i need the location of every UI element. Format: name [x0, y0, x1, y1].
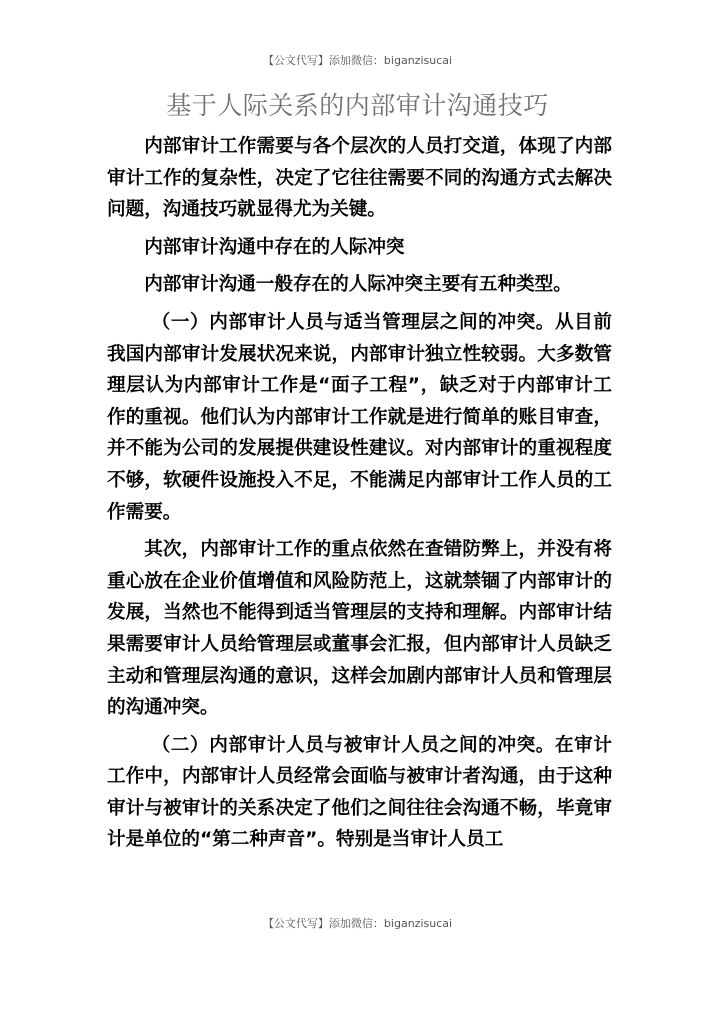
- section-heading: 内部审计沟通中存在的人际冲突: [144, 236, 405, 258]
- document-title: 基于人际关系的内部审计沟通技巧: [166, 91, 549, 120]
- paragraph-secondly: 其次，内部审计工作的重点依然在查错防弊上，并没有将重心放在企业价值增值和风险防范上，这就禁锢了内部审计的发展，当然也不能得到适当管理层的支持和理解。内部审计结果需要审计人员给管理层或董事会汇报，但内部审计人员缺乏主动和管理层沟通的意识，这样会加剧内部审计人员和管理层的沟通冲突。: [107, 539, 612, 719]
- paragraph-conflict-auditees: （二）内部审计人员与被审计人员之间的冲突。在审计工作中，内部审计人员经常会面临与被审计者沟通，由于这种审计与被审计的关系决定了他们之间往往会沟通不畅，毕竟审计是单位的“第二种声音”。特别是当审计人员工: [107, 734, 612, 851]
- paragraph-conflict-management: （一）内部审计人员与适当管理层之间的冲突。从目前我国内部审计发展状况来说，内部审计独立性较弱。大多数管理层认为内部审计工作是“面子工程”，缺乏对于内部审计工作的重视。他们认为内部审计工作就是进行简单的账目审查，并不能为公司的发展提供建设性建议。对内部审计的重视程度不够，软硬件设施投入不足，不能满足内部审计工作人员的工作需要。: [107, 311, 612, 523]
- document-body: [107, 131, 612, 862]
- page-footer-note: 【公文代写】添加微信：biganzisucai: [262, 917, 453, 930]
- paragraph-types-summary: 内部审计沟通一般存在的人际冲突主要有五种类型。: [144, 274, 572, 296]
- paragraph-intro: 内部审计工作需要与各个层次的人员打交道，体现了内部审计工作的复杂性，决定了它往往需要不同的沟通方式去解决问题，沟通技巧就显得尤为关键。: [107, 136, 612, 221]
- page-header-note: 【公文代写】添加微信：biganzisucai: [262, 54, 453, 67]
